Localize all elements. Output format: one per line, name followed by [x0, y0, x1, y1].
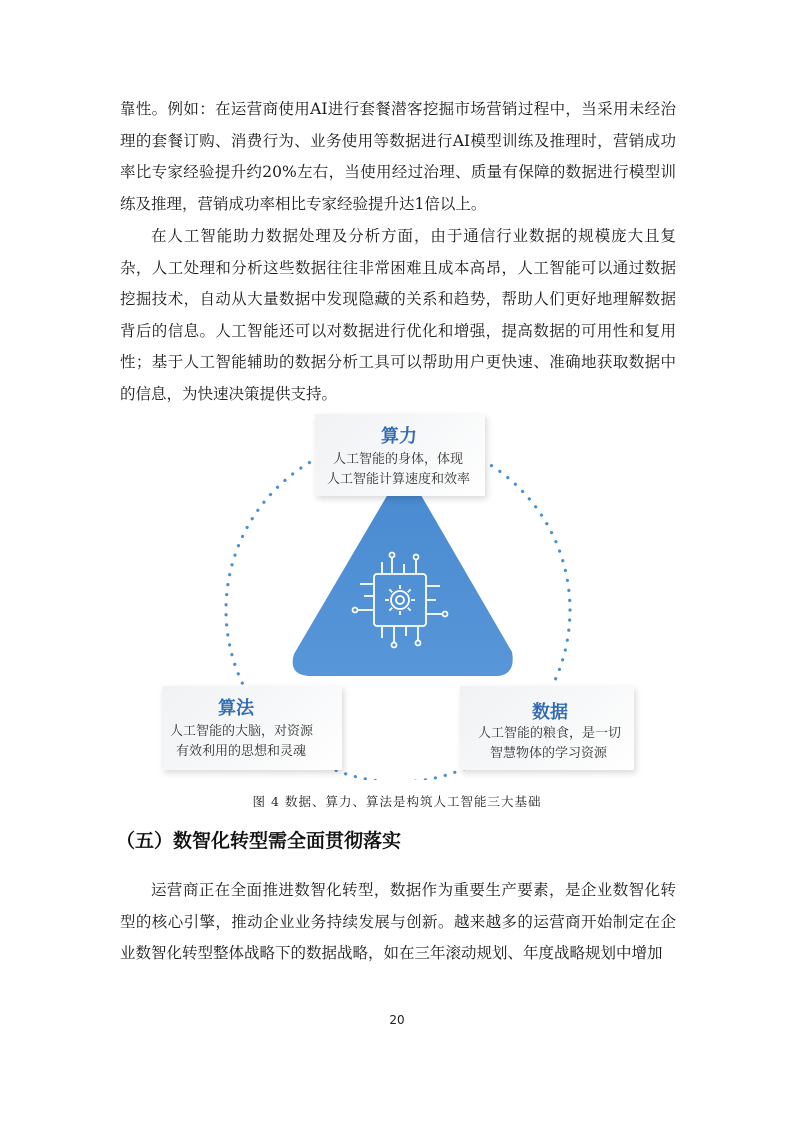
ai-foundations-figure [160, 414, 636, 780]
data-card [460, 686, 634, 770]
computing-power-title: 算力 [381, 426, 417, 447]
algorithm-title: 算法 [218, 698, 254, 719]
computing-power-desc-line1: 人工智能的身体，体现 [333, 452, 464, 467]
computing-power-desc-line2: 人工智能计算速度和效率 [327, 472, 471, 487]
section-heading: （五）数智化转型需全面贯彻落实 [116, 830, 402, 852]
data-desc-line1: 人工智能的粮食，是一切 [478, 726, 622, 741]
algorithm-desc-line1: 人工智能的大脑，对资源 [170, 724, 314, 739]
center-triangle [293, 484, 513, 676]
page-number: 20 [389, 1013, 405, 1027]
paragraph-continuation: 靠性。例如：在运营商使用AI进行套餐潜客挖掘市场营销过程中，当采用未经治理的套餐订购、消费行为、业务使用等数据进行AI模型训练及推理时，营销成功率比专家经验提升约20%左右，当使用经过治理、质量有保障的数据进行模型训练及推理，营销成功率相比专家经验提升达1倍以上。 [120, 100, 676, 213]
data-title: 数据 [532, 702, 568, 723]
algorithm-card [162, 686, 342, 770]
computing-power-card [315, 414, 485, 496]
paragraph-digital-transformation: 运营商正在全面推进数智化转型，数据作为重要生产要素，是企业数智化转型的核心引擎，推动企业业务持续发展与创新。越来越多的运营商开始制定在企业数智化转型整体战略下的数据战略，如在三年滚动规划、年度战略规划中增加 [120, 881, 676, 962]
data-desc-line2: 智慧物体的学习资源 [490, 746, 608, 761]
algorithm-desc-line2: 有效利用的思想和灵魂 [176, 744, 307, 759]
figure-caption: 图 4 数据、算力、算法是构筑人工智能三大基础 [252, 794, 542, 809]
paragraph-ai-data-analysis: 在人工智能助力数据处理及分析方面，由于通信行业数据的规模庞大且复杂，人工处理和分析这些数据往往非常困难且成本高昂，人工智能可以通过数据挖掘技术，自动从大量数据中发现隐藏的关系和趋势，帮助人们更好地理解数据背后的信息。人工智能还可以对数据进行优化和增强，提高数据的可用性和复用性；基于人工智能辅助的数据分析工具可以帮助用户更快速、准确地获取数据中的信息，为快速决策提供支持。 [120, 227, 676, 403]
